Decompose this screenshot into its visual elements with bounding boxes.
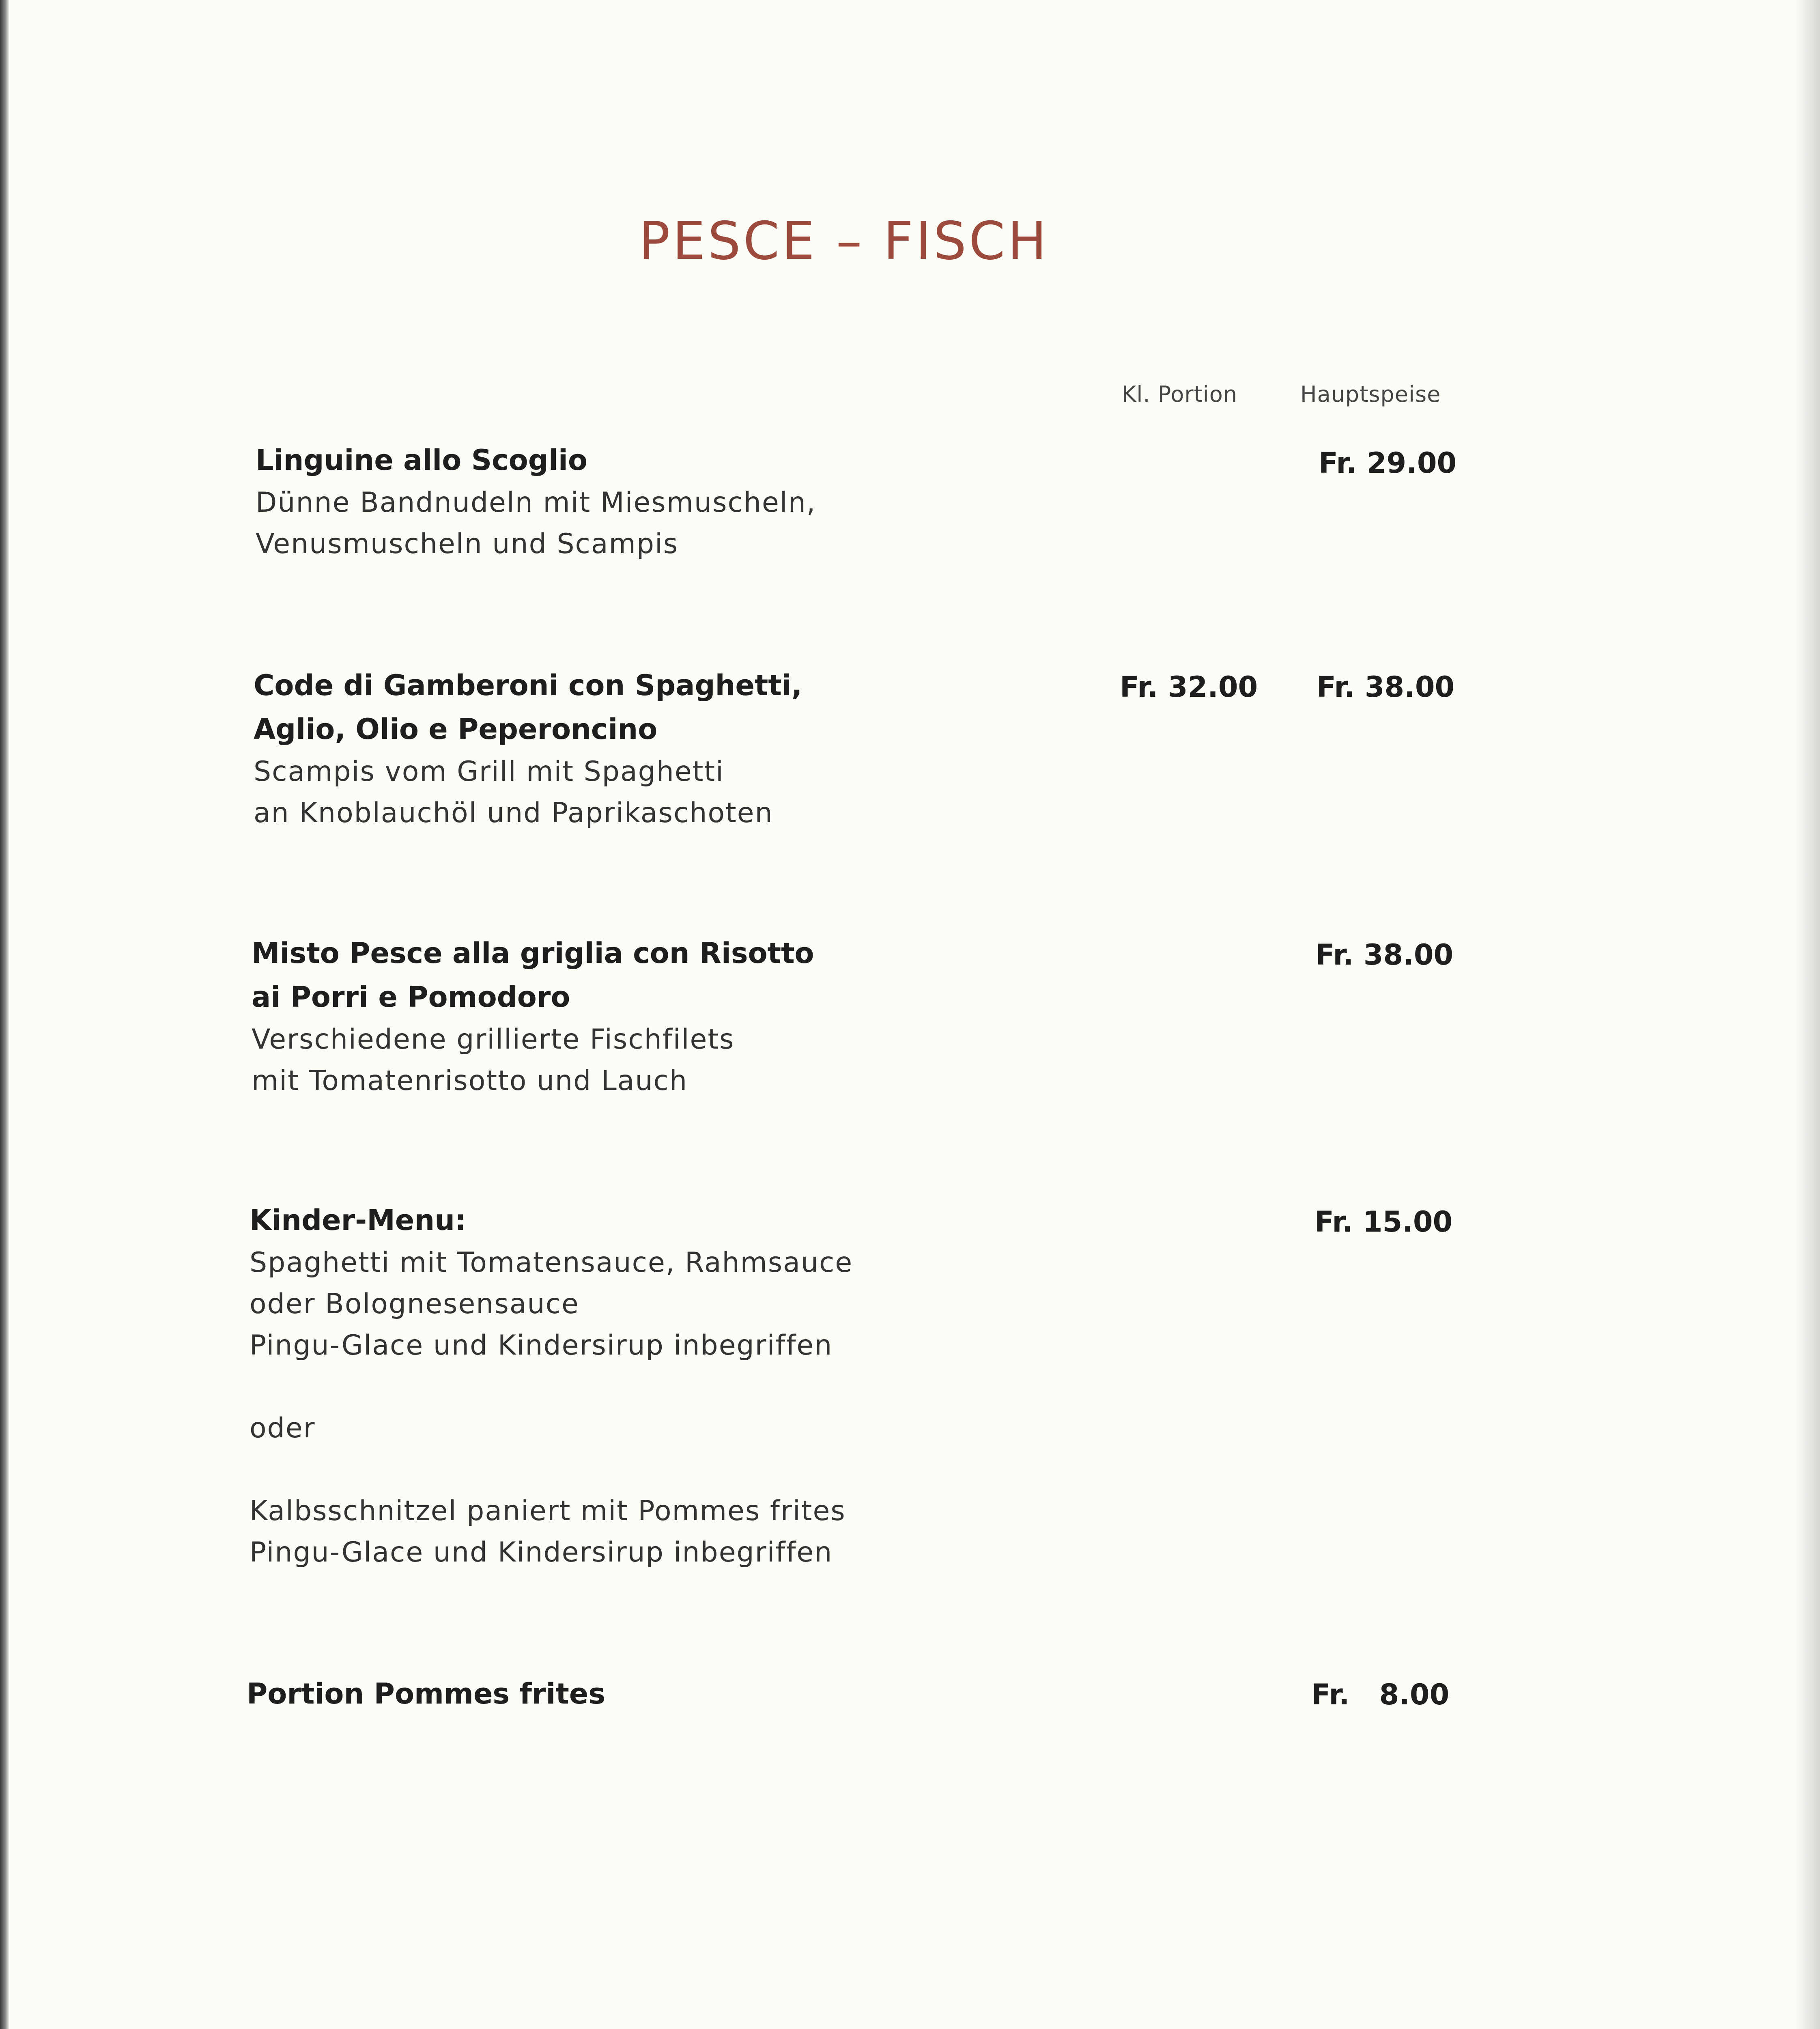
item-description: Venusmuscheln und Scampis	[256, 528, 679, 560]
item-description: Scampis vom Grill mit Spaghetti	[254, 756, 724, 788]
price-main: Fr. 38.00	[1317, 670, 1455, 704]
item-name: Portion Pommes frites	[247, 1677, 606, 1710]
item-name: ai Porri e Pomodoro	[252, 980, 570, 1014]
menu-item	[254, 663, 1065, 834]
scan-left-edge	[0, 0, 9, 2029]
page-title: PESCE – FISCH	[639, 211, 1049, 271]
menu-item	[250, 1198, 1061, 1573]
price-main: Fr. 8.00	[1311, 1678, 1450, 1711]
menu-item	[252, 931, 1063, 1102]
item-name: Kinder-Menu:	[250, 1204, 467, 1237]
item-description: Dünne Bandnudeln mit Miesmuscheln,	[256, 487, 816, 519]
item-description: Kalbsschnitzel paniert mit Pommes frites	[250, 1495, 846, 1527]
item-description: Pingu-Glace und Kindersirup inbegriffen	[250, 1329, 833, 1361]
item-description: Verschiedene grillierte Fischfilets	[252, 1023, 735, 1055]
item-name: Aglio, Olio e Peperoncino	[254, 713, 658, 746]
item-description: Spaghetti mit Tomatensauce, Rahmsauce	[250, 1247, 853, 1279]
item-or-label: oder	[250, 1412, 316, 1444]
item-description: Pingu-Glace und Kindersirup inbegriffen	[250, 1536, 833, 1568]
item-description: oder Bolognesensauce	[250, 1288, 579, 1320]
column-header-small-portion: Kl. Portion	[1122, 381, 1238, 407]
item-name: Linguine allo Scoglio	[256, 444, 587, 477]
menu-item	[247, 1672, 1058, 1716]
item-name: Misto Pesce alla griglia con Risotto	[252, 937, 814, 970]
scan-right-edge	[1796, 0, 1820, 2029]
column-header-main-course: Hauptspeise	[1300, 381, 1441, 407]
menu-item	[256, 438, 1067, 565]
price-main: Fr. 38.00	[1315, 938, 1454, 971]
price-main: Fr. 15.00	[1314, 1205, 1453, 1239]
item-description: an Knoblauchöl und Paprikaschoten	[254, 797, 773, 829]
item-description: mit Tomatenrisotto und Lauch	[252, 1065, 688, 1097]
item-name: Code di Gamberoni con Spaghetti,	[254, 669, 802, 702]
price-main: Fr. 29.00	[1319, 446, 1457, 480]
price-small: Fr. 32.00	[1120, 670, 1258, 704]
